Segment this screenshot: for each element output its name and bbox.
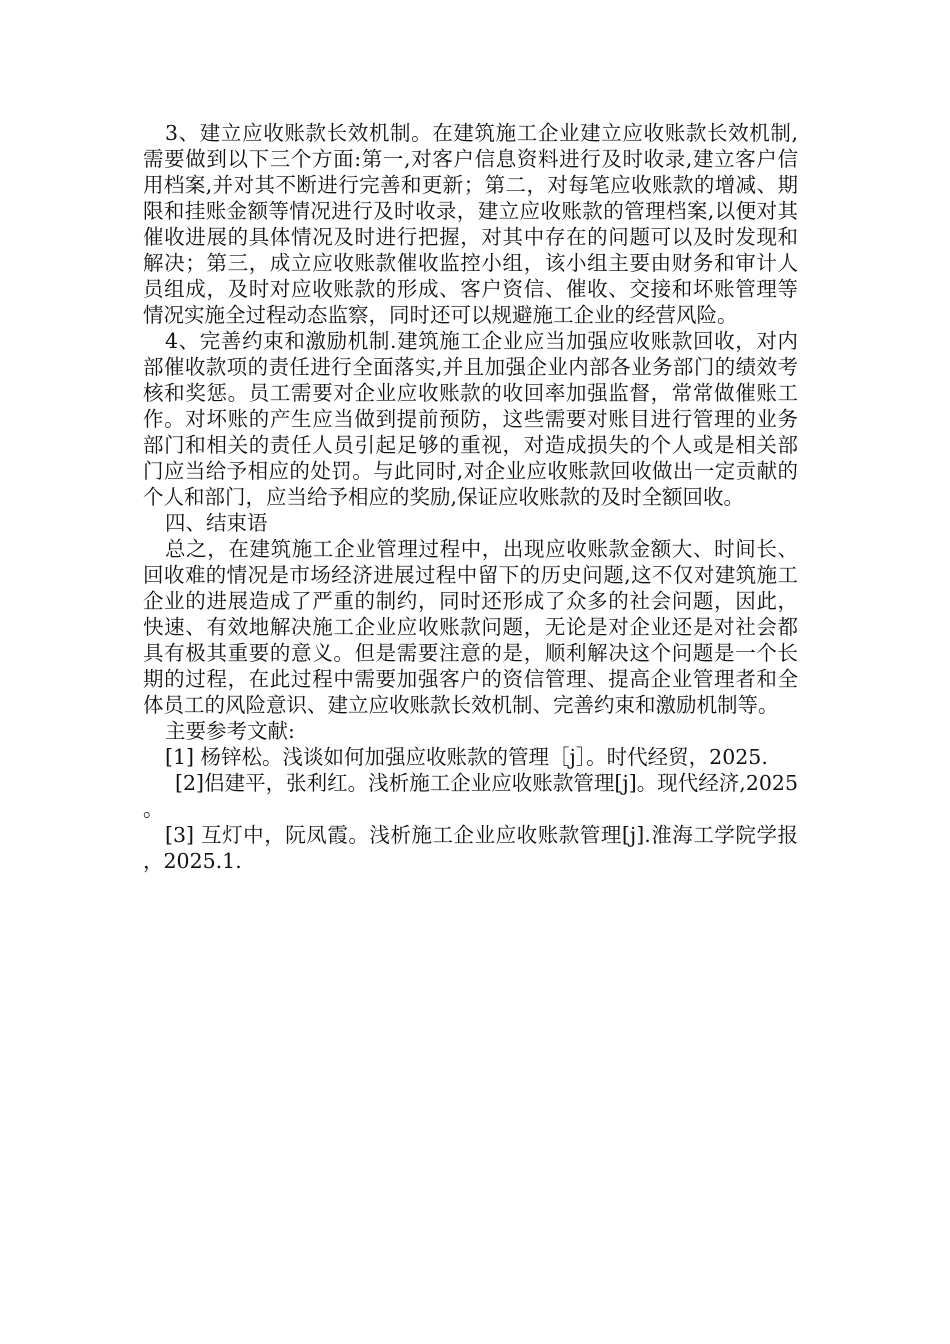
section-heading-conclusion: 四、结束语 — [165, 511, 268, 535]
reference-item-3: [3] 互灯中，阮凤霞。浅析施工企业应收账款管理[j].淮海工学院学报，2025.1. — [143, 823, 798, 873]
reference-item-2: [2]侣建平，张利红。浅析施工企业应收账款管理[j]。现代经济,2025。 — [143, 771, 798, 821]
paragraph-conclusion: 总之，在建筑施工企业管理过程中，出现应收账款金额大、时间长、回收难的情况是市场经济进展过程中留下的历史问题,这不仅对建筑施工企业的进展造成了严重的制约，同时还形成了众多的社会问题，因此，快速、有效地解决施工企业应收账款问题，无论是对企业还是对社会都具有极其重要的意义。但是需要注意的是，顺利解决这个问题是一个长期的过程，在此过程中需要加强客户的资信管理、提高企业管理者和全体员工的风险意识、建立应收账款长效机制、完善约束和激励机制等。 — [143, 537, 798, 717]
paragraph-long-term-mechanism: 3、建立应收账款长效机制。在建筑施工企业建立应收账款长效机制,需要做到以下三个方面:第一,对客户信息资料进行及时收录,建立客户信用档案,并对其不断进行完善和更新；第二，对每笔应收账款的增减、期限和挂账金额等情况进行及时收录，建立应收账款的管理档案,以便对其催收进展的具体情况及时进行把握，对其中存在的问题可以及时发现和解决；第三，成立应收账款催收监控小组，该小组主要由财务和审计人员组成，及时对应收账款的形成、客户资信、催收、交接和坏账管理等情况实施全过程动态监察，同时还可以规避施工企业的经营风险。 — [143, 121, 798, 327]
reference-item-1: [1] 杨锌松。浅谈如何加强应收账款的管理［j］。时代经贸，2025. — [165, 745, 768, 769]
paragraph-incentive-mechanism: 4、完善约束和激励机制.建筑施工企业应当加强应收账款回收，对内部催收款项的责任进行全面落实,并且加强企业内部各业务部门的绩效考核和奖惩。员工需要对企业应收账款的收回率加强监督，常常做催账工作。对坏账的产生应当做到提前预防，这些需要对账目进行管理的业务部门和相关的责任人员引起足够的重视，对造成损失的个人或是相关部门应当给予相应的处罚。与此同时,对企业应收账款回收做出一定贡献的个人和部门，应当给予相应的奖励,保证应收账款的及时全额回收。 — [143, 329, 798, 509]
document-body — [143, 120, 798, 874]
references-heading: 主要参考文献: — [165, 719, 295, 743]
